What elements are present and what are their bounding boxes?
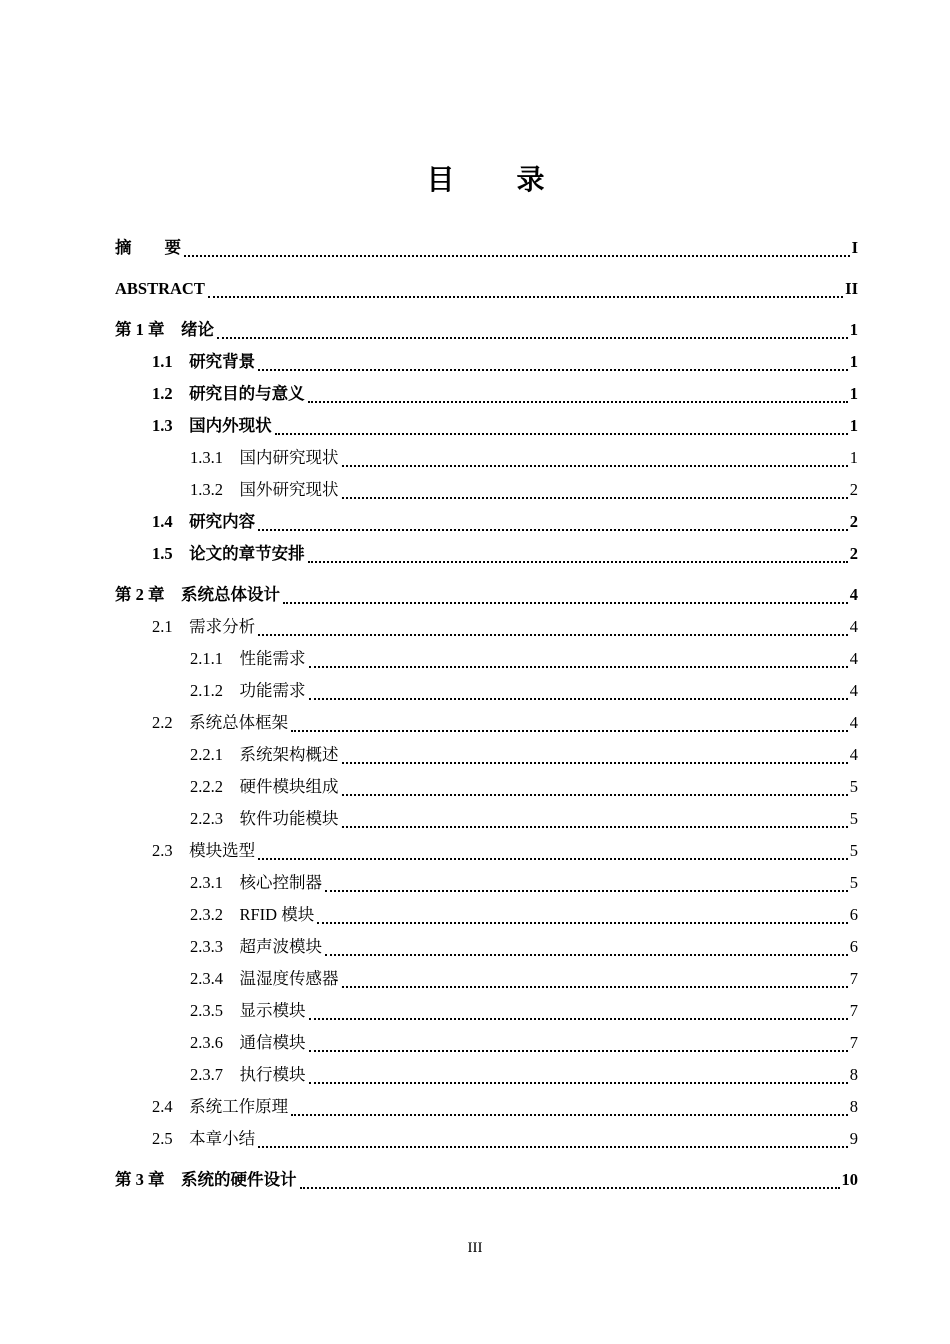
- dot-leader: [342, 986, 848, 988]
- toc-entry-page-number: 1: [849, 352, 858, 371]
- dot-leader: [258, 1146, 848, 1148]
- toc-entry-label: 2.2 系统总体框架: [152, 713, 289, 732]
- toc-entry-page-number: 7: [849, 1033, 858, 1052]
- toc-entry: [115, 273, 858, 305]
- toc-entry-page-number: 4: [849, 585, 858, 604]
- toc-entry-page-number: 5: [849, 841, 858, 860]
- dot-leader: [217, 337, 848, 339]
- toc-entry: [115, 771, 858, 803]
- toc-entry: [115, 1091, 858, 1123]
- toc-entry: [115, 707, 858, 739]
- toc-entry-label: 2.3.6 通信模块: [190, 1033, 306, 1052]
- toc-entry-page-number: II: [845, 279, 858, 298]
- toc-entry-page-number: 6: [849, 905, 858, 924]
- toc-entry-page-number: 2: [849, 512, 858, 531]
- toc-entry-page-number: 9: [849, 1129, 858, 1148]
- toc-entry-page-number: 5: [849, 809, 858, 828]
- toc-entry: [115, 506, 858, 538]
- dot-leader: [300, 1187, 840, 1189]
- toc-entry: [115, 579, 858, 611]
- toc-entry-page-number: I: [851, 238, 858, 257]
- toc-entry-page-number: 10: [841, 1170, 858, 1189]
- dot-leader: [309, 1050, 848, 1052]
- toc-entry-label: 2.3.2 RFID 模块: [190, 905, 315, 924]
- toc-entry: [115, 643, 858, 675]
- toc-entry-page-number: 7: [849, 1001, 858, 1020]
- toc-entry: [115, 410, 858, 442]
- toc-entry: [115, 232, 858, 264]
- toc-entry-label: 2.1.2 功能需求: [190, 681, 306, 700]
- toc-entry-page-number: 7: [849, 969, 858, 988]
- dot-leader: [258, 369, 848, 371]
- dot-leader: [258, 634, 848, 636]
- toc-entry-label: 1.3.2 国外研究现状: [190, 480, 339, 499]
- toc-entry-label: ABSTRACT: [115, 279, 205, 298]
- footer-page-number: III: [467, 1240, 483, 1256]
- toc-entry-label: 2.5 本章小结: [152, 1129, 256, 1148]
- toc-entry: [115, 314, 858, 346]
- toc-entry-label: 2.1 需求分析: [152, 617, 256, 636]
- toc-entry-page-number: 4: [849, 745, 858, 764]
- toc-entry: [115, 1123, 858, 1155]
- dot-leader: [309, 1082, 848, 1084]
- toc-entry-page-number: 4: [849, 681, 858, 700]
- toc-entry: [115, 803, 858, 835]
- toc-entry-label: 2.3.7 执行模块: [190, 1065, 306, 1084]
- dot-leader: [258, 529, 848, 531]
- toc-entry-page-number: 1: [849, 448, 858, 467]
- dot-leader: [342, 794, 848, 796]
- toc-entry-label: 1.1 研究背景: [152, 352, 256, 371]
- toc-entry-label: 2.1.1 性能需求: [190, 649, 306, 668]
- dot-leader: [342, 497, 848, 499]
- toc-entry-label: 第 2 章 系统总体设计: [115, 585, 280, 604]
- toc-entry-label: 1.2 研究目的与意义: [152, 384, 305, 403]
- toc-entry: [115, 899, 858, 931]
- dot-leader: [291, 1114, 848, 1116]
- toc-entry: [115, 867, 858, 899]
- toc-entry-page-number: 8: [849, 1065, 858, 1084]
- toc-entry-page-number: 2: [849, 480, 858, 499]
- toc-entry-page-number: 1: [849, 384, 858, 403]
- toc-entry-label: 1.5 论文的章节安排: [152, 544, 305, 563]
- toc-entry-label: 摘 要: [115, 238, 181, 257]
- dot-leader: [325, 954, 848, 956]
- toc-entry: [115, 1059, 858, 1091]
- toc-entry: [115, 739, 858, 771]
- toc-entry-label: 第 1 章 绪论: [115, 320, 214, 339]
- toc-entry: [115, 963, 858, 995]
- dot-leader: [325, 890, 848, 892]
- dot-leader: [317, 922, 848, 924]
- toc-entry-label: 2.3.1 核心控制器: [190, 873, 322, 892]
- toc-entry-page-number: 1: [849, 416, 858, 435]
- toc-entry: [115, 1164, 858, 1196]
- toc-entry-label: 2.4 系统工作原理: [152, 1097, 289, 1116]
- toc-entry: [115, 995, 858, 1027]
- toc-entry-label: 1.3.1 国内研究现状: [190, 448, 339, 467]
- dot-leader: [184, 255, 850, 257]
- toc-entry: [115, 538, 858, 570]
- toc-entry-page-number: 2: [849, 544, 858, 563]
- toc-entry: [115, 1027, 858, 1059]
- toc-entry-page-number: 1: [849, 320, 858, 339]
- toc-entry-label: 2.3.3 超声波模块: [190, 937, 322, 956]
- dot-leader: [308, 561, 848, 563]
- dot-leader: [283, 602, 848, 604]
- toc-entry-label: 第 3 章 系统的硬件设计: [115, 1170, 297, 1189]
- toc-entry-page-number: 4: [849, 649, 858, 668]
- toc-entry-label: 1.4 研究内容: [152, 512, 256, 531]
- toc-entry: [115, 675, 858, 707]
- dot-leader: [275, 433, 848, 435]
- dot-leader: [291, 730, 848, 732]
- toc-entry-label: 2.2.1 系统架构概述: [190, 745, 339, 764]
- dot-leader: [309, 666, 848, 668]
- toc-entry-page-number: 4: [849, 713, 858, 732]
- toc-list: [115, 232, 858, 1196]
- dot-leader: [309, 1018, 848, 1020]
- dot-leader: [208, 296, 843, 298]
- toc-entry: [115, 378, 858, 410]
- toc-entry-page-number: 6: [849, 937, 858, 956]
- toc-entry-page-number: 5: [849, 777, 858, 796]
- dot-leader: [308, 401, 848, 403]
- toc-entry-label: 2.2.2 硬件模块组成: [190, 777, 339, 796]
- toc-entry-page-number: 4: [849, 617, 858, 636]
- dot-leader: [342, 465, 848, 467]
- toc-entry-page-number: 8: [849, 1097, 858, 1116]
- toc-entry: [115, 346, 858, 378]
- toc-entry-page-number: 5: [849, 873, 858, 892]
- toc-entry-label: 1.3 国内外现状: [152, 416, 272, 435]
- toc-entry-label: 2.2.3 软件功能模块: [190, 809, 339, 828]
- toc-entry: [115, 611, 858, 643]
- dot-leader: [342, 762, 848, 764]
- dot-leader: [258, 858, 848, 860]
- dot-leader: [342, 826, 848, 828]
- toc-entry: [115, 835, 858, 867]
- toc-entry: [115, 931, 858, 963]
- toc-entry-label: 2.3.4 温湿度传感器: [190, 969, 339, 988]
- toc-entry-label: 2.3.5 显示模块: [190, 1001, 306, 1020]
- toc-entry: [115, 442, 858, 474]
- page-title: 目 录: [426, 165, 547, 196]
- toc-entry: [115, 474, 858, 506]
- toc-entry-label: 2.3 模块选型: [152, 841, 256, 860]
- dot-leader: [309, 698, 848, 700]
